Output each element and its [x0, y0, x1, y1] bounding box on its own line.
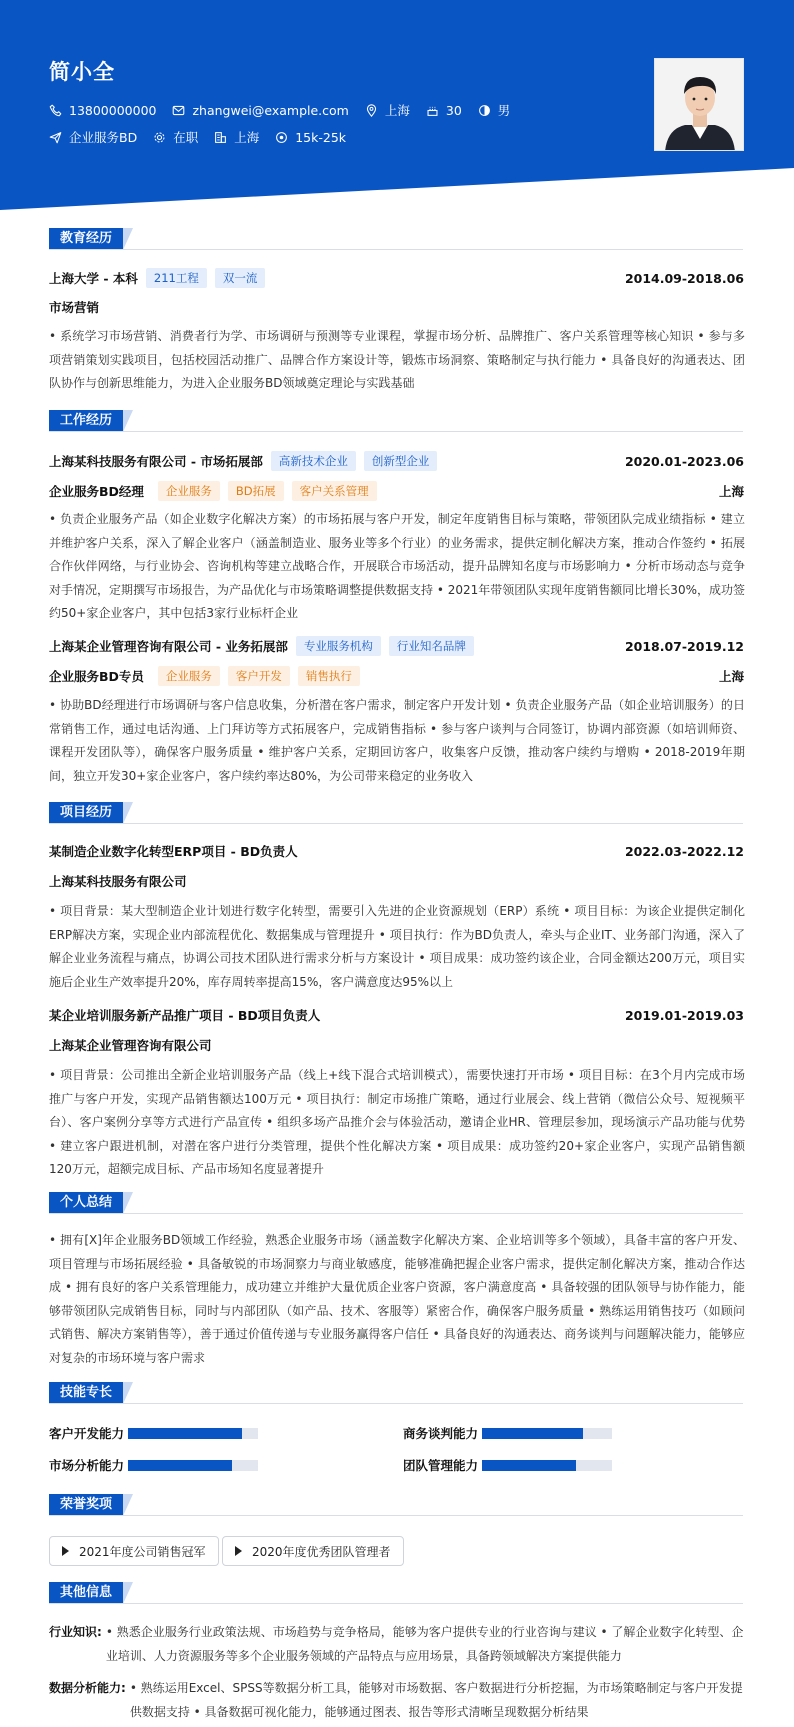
phone-icon: [49, 104, 62, 117]
role-name: 企业服务BD专员: [49, 669, 144, 684]
skill-name: 市场分析能力: [49, 1458, 125, 1473]
email-text: zhangwei@example.com: [192, 102, 349, 118]
cake-icon: [426, 104, 439, 117]
city-item: [214, 128, 259, 146]
role-tag: 客户关系管理: [292, 481, 377, 501]
gear-icon: [153, 131, 166, 144]
project-description: • 项目背景：公司推出全新企业培训服务产品（线上+线下混合式培训模式），需要快速打开市场 • 项目目标：在3个月内完成市场推广与客户开发，实现产品销售额达100万元 • 项目执行：制定市场推广策略，通过行业展会、线上营销（微信公众号、短视频平台）、客户案例分享等方式进行产品宣传 • 组织多场产品推介会与体验活动，邀请企业HR、管理层参加，现场演示产品功能与优势 • 建立客户跟进机制，对潜在客户进行分类管理，提供个性化解决方案 • 项目成果：成功签约20+家企业客户，实现产品销售额120万元，超额完成目标、产品市场知名度显著提升: [49, 1068, 745, 1176]
salary-icon: [275, 131, 288, 144]
candidate-name: 简小全: [49, 60, 115, 84]
company-name: 上海某企业管理咨询有限公司 - 业务拓展部: [49, 639, 288, 654]
divider: [49, 249, 743, 250]
award-badge: [222, 1536, 404, 1566]
role-tag: 企业服务: [158, 481, 220, 501]
skill-item: [49, 1456, 258, 1474]
avatar: [654, 58, 744, 151]
skills-title: 技能专长: [49, 1382, 123, 1404]
job-intent-row: [49, 128, 362, 146]
skill-bar-fill: [482, 1428, 583, 1439]
divider: [49, 823, 743, 824]
other-info-label: 行业知识:: [49, 1625, 102, 1639]
awards-title: 荣誉奖项: [49, 1494, 123, 1516]
education-section-title: [49, 228, 123, 250]
education-description: • 系统学习市场营销、消费者行为学、市场调研与预测等专业课程，掌握市场分析、品牌推广、客户关系管理等核心知识 • 参与多项营销策划实践项目，包括校园活动推广、品牌合作方案设计等，锻炼市场洞察、策略制定与执行能力 • 具备良好的沟通表达、团队协作与创新思维能力，为进入企业服务BD领域奠定理论与实践基础: [49, 329, 745, 390]
portrait-illustration: [655, 59, 744, 151]
city-text: 上海: [234, 130, 260, 145]
work-section-title: [49, 410, 123, 432]
award-text: 2021年度公司销售冠军: [79, 1544, 206, 1559]
company-tag: 高新技术企业: [271, 451, 356, 471]
salary-item: [275, 130, 346, 145]
major-name: 市场营销: [49, 300, 100, 315]
work-description: • 协助BD经理进行市场调研与客户信息收集，分析潜在客户需求，制定客户开发计划 • 负责企业服务产品（如企业培训服务）的日常销售工作，通过电话沟通、上门拜访等方式拓展客户，完成销售指标 • 参与客户谈判与合同签订，协调内部资源（如培训师资、课程开发团队等），确保客户服务质量 • 维护客户关系，定期回访客户，收集客户反馈，推动客户续约与增购 • 2018-2019年期间，独立开发30+家企业客户，客户续约率达80%，为公司带来稳定的业务收入: [49, 698, 745, 783]
age-text: 30: [445, 102, 462, 118]
work-city: 上海: [718, 669, 744, 684]
location-item: [365, 101, 410, 119]
work-role-row: [49, 481, 744, 501]
project-org-row: [49, 1036, 744, 1054]
location-text: 上海: [384, 103, 410, 118]
work-item-header: [49, 636, 744, 656]
send-icon: [49, 131, 62, 144]
projects-section-title: [49, 802, 123, 824]
education-title: 教育经历: [49, 228, 123, 250]
work-description: • 负责企业服务产品（如企业数字化解决方案）的市场拓展与客户开发，制定年度销售目标与策略，带领团队完成业绩指标 • 建立并维护客户关系，深入了解企业客户（涵盖制造业、服务业等多个行业）的业务需求，提供定制化解决方案，推动合作签约 • 拓展合作伙伴网络，与行业协会、咨询机构等建立战略合作，开展联合市场活动，提升品牌知名度与市场影响力 • 分析市场动态与竞争对手情况，定期撰写市场报告，为产品优化与市场策略调整提供数据支持 • 2021年带领团队实现年度销售额同比增长30%，成功签约50+家企业客户，其中包括3家行业标杆企业: [49, 512, 745, 620]
role-tag: 企业服务: [158, 666, 220, 686]
project-period: 2019.01-2019.03: [624, 1007, 744, 1023]
project-header: [49, 842, 744, 860]
resume-header: [0, 0, 794, 210]
skill-name: 客户开发能力: [49, 1426, 125, 1441]
company-tag: 创新型企业: [364, 451, 438, 471]
other-info-label: 数据分析能力:: [49, 1681, 126, 1695]
skill-item: [49, 1424, 258, 1442]
role-tag: BD拓展: [228, 481, 284, 501]
email-item: [172, 103, 348, 118]
project-org-row: [49, 872, 744, 890]
job-target-item: [49, 128, 137, 146]
school-tag: 211工程: [146, 268, 207, 288]
skill-bar-fill: [482, 1460, 576, 1471]
phone-text: 13800000000: [69, 102, 157, 118]
project-name: 某企业培训服务新产品推广项目 - BD项目负责人: [49, 1008, 321, 1023]
other-info-item: [49, 1676, 745, 1724]
role-tag: 销售执行: [298, 666, 360, 686]
work-city: 上海: [718, 484, 744, 499]
divider: [49, 1515, 743, 1516]
education-header: [49, 268, 744, 288]
school-name: 上海大学 - 本科: [49, 271, 138, 286]
education-period: 2014.09-2018.06: [624, 270, 744, 286]
skill-bar: [128, 1460, 258, 1471]
projects-title: 项目经历: [49, 802, 123, 824]
work-role-row: [49, 666, 744, 686]
other-info-text: • 熟练运用Excel、SPSS等数据分析工具，能够对市场数据、客户数据进行分析挖掘，为市场策略制定与客户开发提供数据支持 • 具备数据可视化能力，能够通过图表、报告等形式清晰呈现数据分析结果: [129, 1681, 743, 1719]
skills-section-title: [49, 1382, 123, 1404]
gender-item: [478, 101, 511, 119]
age-item: [426, 103, 462, 118]
divider: [49, 1213, 743, 1214]
company-tag: 行业知名品牌: [389, 636, 474, 656]
company-name: 上海某科技服务有限公司 - 市场拓展部: [49, 454, 263, 469]
other-info-item: [49, 1620, 745, 1668]
work-item-header: [49, 451, 744, 471]
work-period: 2020.01-2023.06: [624, 453, 744, 469]
skill-bar-fill: [128, 1460, 232, 1471]
phone-item: [49, 103, 156, 118]
play-icon: [235, 1546, 242, 1556]
role-name: 企业服务BD经理: [49, 484, 144, 499]
skill-item: [403, 1424, 612, 1442]
skill-bar: [482, 1460, 612, 1471]
project-org: 上海某企业管理咨询有限公司: [49, 1038, 212, 1053]
divider: [49, 1403, 743, 1404]
skill-bar-fill: [128, 1428, 242, 1439]
school-tag: 双一流: [215, 268, 266, 288]
status-item: [153, 128, 198, 146]
award-text: 2020年度优秀团队管理者: [252, 1544, 391, 1559]
skill-name: 商务谈判能力: [403, 1426, 479, 1441]
awards-section-title: [49, 1494, 123, 1516]
contact-row: [49, 101, 526, 119]
status-text: 在职: [173, 130, 199, 145]
summary-section-title: [49, 1192, 123, 1214]
gender-icon: [478, 104, 491, 117]
building-icon: [214, 131, 227, 144]
job-target-text: 企业服务BD: [69, 130, 138, 145]
summary-text: • 拥有[X]年企业服务BD领域工作经验，熟悉企业服务市场（涵盖数字化解决方案、企业培训等多个领域），具备丰富的客户开发、项目管理与市场拓展经验 • 具备敏锐的市场洞察力与商业敏感度，能够准确把握企业客户需求，提供定制化解决方案，推动合作达成 • 拥有良好的客户关系管理能力，成功建立并维护大量优质企业客户资源，客户满意度高 • 具备较强的团队领导与协作能力，能够带领团队完成销售目标，同时与内部团队（如产品、技术、客服等）紧密合作，确保客户服务质量 • 熟练运用销售技巧（如顾问式销售、解决方案销售等），善于通过价值传递与专业服务赢得客户信任 • 具备良好的沟通表达、商务谈判与问题解决能力，能够应对复杂的市场环境与客户需求: [49, 1233, 745, 1365]
divider: [49, 431, 743, 432]
skill-bar: [482, 1428, 612, 1439]
skill-name: 团队管理能力: [403, 1458, 479, 1473]
work-title: 工作经历: [49, 410, 123, 432]
gender-text: 男: [497, 103, 511, 118]
other-section-title: [49, 1582, 123, 1604]
divider: [49, 1603, 743, 1604]
project-header: [49, 1006, 744, 1024]
project-period: 2022.03-2022.12: [624, 843, 744, 859]
skill-bar: [128, 1428, 258, 1439]
salary-text: 15k-25k: [295, 129, 347, 145]
project-description: • 项目背景：某大型制造企业计划进行数字化转型，需要引入先进的企业资源规划（ERP）系统 • 项目目标：为该企业提供定制化ERP解决方案，实现企业内部流程优化、数据集成与管理提升 • 项目执行：作为BD负责人，牵头与企业IT、业务部门沟通，深入了解企业业务流程与痛点，协调公司技术团队进行需求分析与方案设计 • 项目成果：成功签约该企业，合同金额达200万元，项目实施后企业生产效率提升20%，库存周转率提高15%，客户满意度达95%以上: [49, 904, 745, 989]
other-info-text: • 熟悉企业服务行业政策法规、市场趋势与竞争格局，能够为客户提供专业的行业咨询与建议 • 了解企业数字化转型、企业培训、人力资源服务等多个企业服务领域的产品特点与应用场景，具备跨领域解决方案提供能力: [105, 1625, 744, 1663]
work-period: 2018.07-2019.12: [624, 638, 744, 654]
play-icon: [62, 1546, 69, 1556]
mail-icon: [172, 104, 185, 117]
company-tag: 专业服务机构: [296, 636, 381, 656]
role-tag: 客户开发: [228, 666, 290, 686]
skill-item: [403, 1456, 612, 1474]
location-icon: [365, 104, 378, 117]
other-title: 其他信息: [49, 1582, 123, 1604]
award-badge: [49, 1536, 219, 1566]
summary-title: 个人总结: [49, 1192, 123, 1214]
project-org: 上海某科技服务有限公司: [49, 874, 187, 889]
project-name: 某制造企业数字化转型ERP项目 - BD负责人: [49, 844, 298, 859]
education-major-row: [49, 298, 744, 316]
